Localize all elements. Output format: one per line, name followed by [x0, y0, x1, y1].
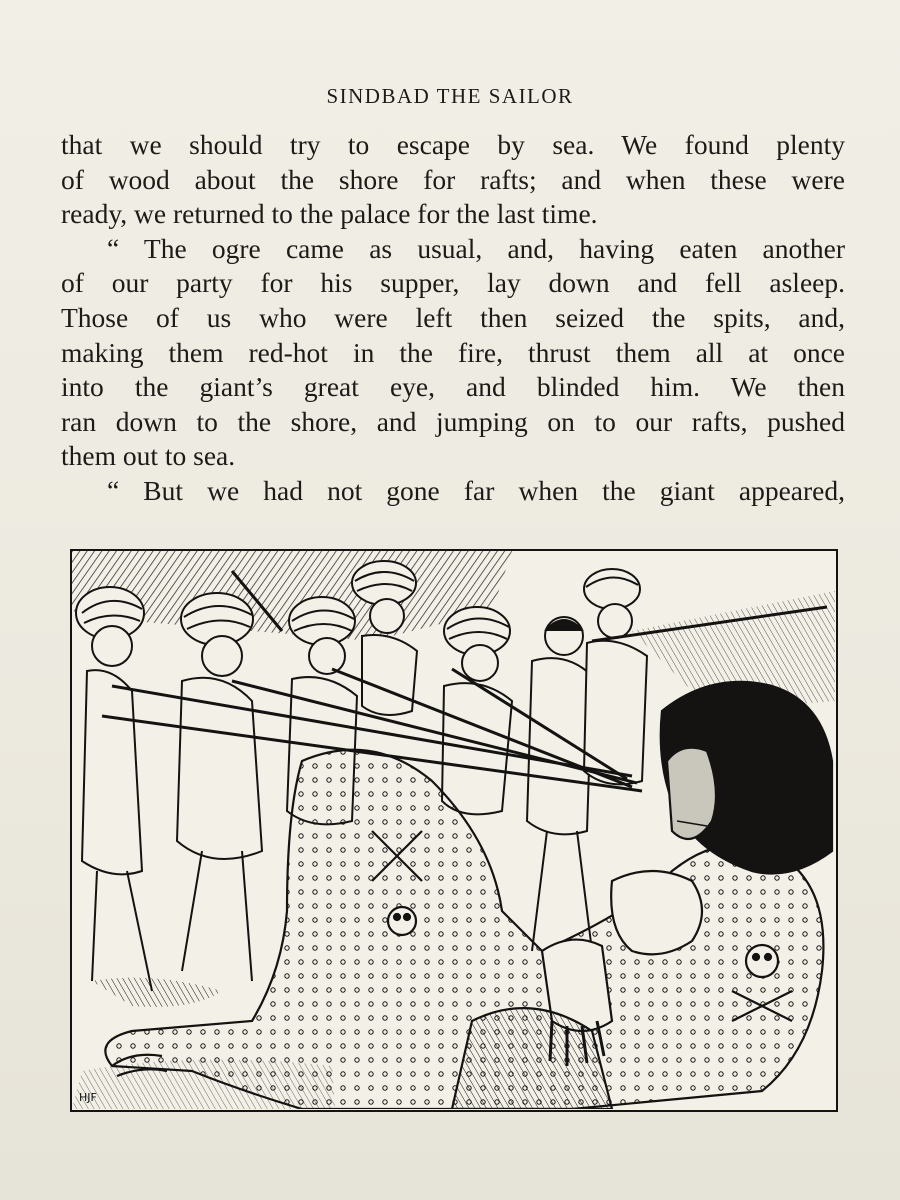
- text-line-11: “ But we had not gone far when the giant appeared,: [107, 474, 845, 506]
- sailor-2: [177, 593, 262, 981]
- text-line-1: that we should try to escape by sea. We found plenty: [61, 129, 845, 160]
- text-line-5: of our party for his supper, lay down and fell asleep.: [61, 267, 845, 299]
- sailor-5: [442, 607, 512, 814]
- text-line-3: ready, we returned to the palace for the last time.: [61, 198, 598, 230]
- text-line-6: Those of us who were left then seized the spits, and,: [61, 301, 845, 333]
- artist-monogram: HJF: [79, 1091, 97, 1104]
- text-line-4: “ The ogre came as usual, and, having eaten another: [107, 232, 845, 264]
- text-line-2: of wood about the shore for rafts; and when these were: [61, 163, 845, 195]
- text-line-10: them out to sea.: [61, 440, 236, 472]
- sailor-7: [584, 569, 647, 784]
- sailor-1: [76, 587, 152, 991]
- illustration-blinding-the-giant: [70, 549, 838, 1112]
- illustration-drawing: [72, 551, 835, 1109]
- text-line-7: making them red-hot in the fire, thrust them all at once: [61, 336, 845, 368]
- text-line-8: into the giant’s great eye, and blinded him. We then: [61, 371, 845, 403]
- running-head: SINDBAD THE SAILOR: [326, 84, 574, 108]
- body-text: [61, 128, 845, 509]
- text-line-9: ran down to the shore, and jumping on to our rafts, pushed: [61, 405, 845, 437]
- sailor-4: [352, 561, 417, 715]
